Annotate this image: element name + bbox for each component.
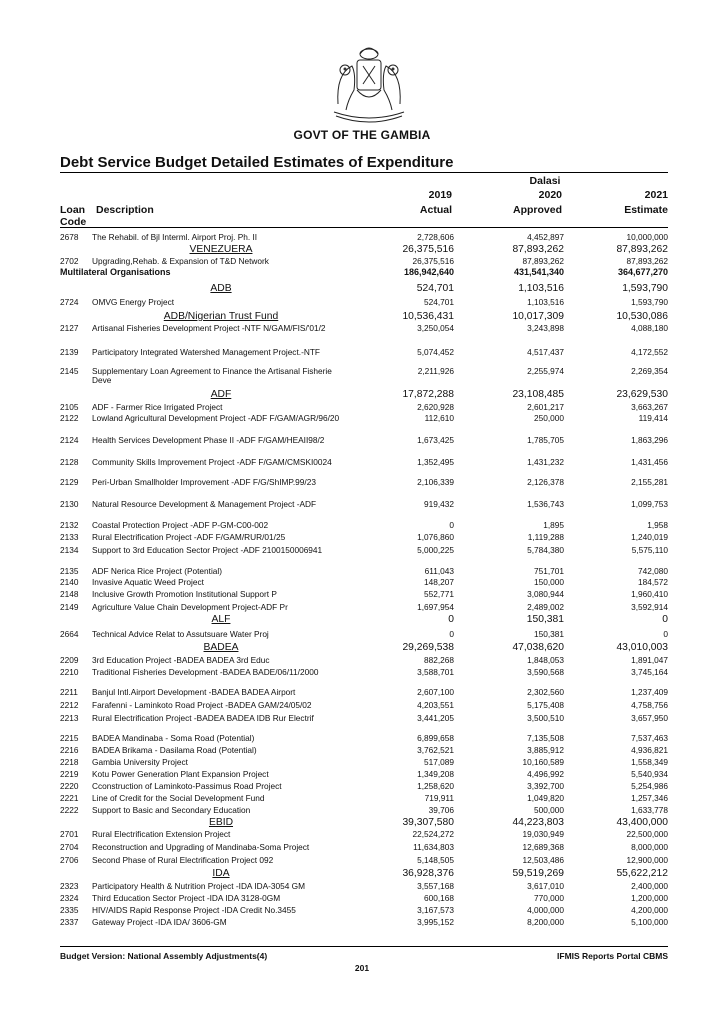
- actual-2019: 5,074,452: [417, 347, 454, 357]
- description: Gateway Project -IDA IDA/ 3606-GM: [92, 917, 227, 927]
- description: Support to Basic and Secondary Education: [92, 805, 251, 815]
- estimate-2021: 1,558,349: [631, 757, 668, 767]
- estimate-2021: 1,240,019: [631, 532, 668, 542]
- approved-2020: 7,135,508: [527, 733, 564, 743]
- estimate-2021: 4,172,552: [631, 347, 668, 357]
- loan-code: 2222: [60, 805, 79, 815]
- approved-2020: 1,431,232: [527, 457, 564, 467]
- actual-2019: 1,349,208: [417, 769, 454, 779]
- description: Multilateral Organisations: [60, 267, 171, 277]
- loan-code: 2148: [60, 589, 79, 599]
- actual-2019: 719,911: [424, 793, 454, 803]
- estimate-2021: 55,622,212: [616, 868, 668, 879]
- loan-code: 2129: [60, 477, 79, 487]
- approved-2020: 150,381: [526, 614, 564, 625]
- description: Reconstruction and Upgrading of Mandinaba-Soma Project: [92, 842, 310, 852]
- approved-2020: 4,496,992: [527, 769, 564, 779]
- estimate-2021: 8,000,000: [631, 842, 668, 852]
- description: EBID: [208, 817, 234, 828]
- actual-2019: 112,610: [424, 413, 454, 423]
- loan-code: 2140: [60, 577, 79, 587]
- loan-code: 2323: [60, 881, 79, 891]
- actual-2019: 3,557,168: [417, 881, 454, 891]
- approved-2020: 150,000: [534, 577, 564, 587]
- estimate-2021: 4,200,000: [631, 905, 668, 915]
- actual-2019: 186,942,640: [403, 267, 454, 277]
- loan-code: 2704: [60, 842, 79, 852]
- estimate-2021: 1,431,456: [631, 457, 668, 467]
- col-approved-label: Approved: [512, 204, 562, 216]
- description: Coastal Protection Project -ADF P-GM-C00-002: [92, 520, 269, 530]
- description: Farafenni - Laminkoto Road Project -BADEA GAM/24/05/02: [92, 700, 312, 710]
- loan-code: 2678: [60, 232, 79, 242]
- actual-2019: 1,352,495: [417, 457, 454, 467]
- estimate-2021: 3,745,164: [631, 667, 668, 677]
- loan-code: 2219: [60, 769, 79, 779]
- description: Supplementary Loan Agreement to Finance the Artisanal Fisherie Deve: [92, 366, 332, 385]
- description: Gambia University Project: [92, 757, 188, 767]
- estimate-2021: 742,080: [638, 566, 668, 576]
- actual-2019: 10,536,431: [402, 311, 454, 322]
- loan-code: 2324: [60, 893, 79, 903]
- description: BADEA Brikama - Dasilama Road (Potential): [92, 745, 257, 755]
- actual-2019: 148,207: [424, 577, 454, 587]
- estimate-2021: 1,257,346: [631, 793, 668, 803]
- actual-2019: 0: [448, 614, 454, 625]
- currency-label: Dalasi: [529, 175, 561, 187]
- description: Third Education Sector Project -IDA IDA 3128-0GM: [92, 893, 281, 903]
- estimate-2021: 3,592,914: [631, 602, 668, 612]
- footer-rule: [60, 946, 668, 947]
- approved-2020: 1,785,705: [527, 435, 564, 445]
- loan-code: 2724: [60, 297, 79, 307]
- estimate-2021: 2,400,000: [631, 881, 668, 891]
- actual-2019: 29,269,538: [402, 642, 454, 653]
- loan-code: 2220: [60, 781, 79, 791]
- loan-code: 2213: [60, 713, 79, 723]
- loan-code: 2209: [60, 655, 79, 665]
- actual-2019: 26,375,516: [412, 256, 454, 266]
- estimate-2021: 87,893,262: [626, 256, 668, 266]
- estimate-2021: 2,155,281: [631, 477, 668, 487]
- loan-code: 2134: [60, 545, 79, 555]
- description: Traditional Fisheries Development -BADEA BADE/06/11/2000: [92, 667, 319, 677]
- government-heading: GOVT OF THE GAMBIA: [293, 128, 431, 142]
- actual-2019: 3,441,205: [417, 713, 454, 723]
- description: Technical Advice Relat to Assutsuare Water Proj: [92, 629, 269, 639]
- estimate-2021: 5,254,986: [631, 781, 668, 791]
- actual-2019: 2,106,339: [417, 477, 454, 487]
- actual-2019: 17,872,288: [402, 389, 454, 400]
- estimate-2021: 4,088,180: [631, 323, 668, 333]
- approved-2020: 8,200,000: [527, 917, 564, 927]
- estimate-2021: 3,663,267: [631, 402, 668, 412]
- description: Line of Credit for the Social Development Fund: [92, 793, 265, 803]
- description: Health Services Development Phase II -ADF F/GAM/HEAII98/2: [92, 435, 325, 445]
- actual-2019: 6,899,658: [417, 733, 454, 743]
- approved-2020: 3,392,700: [527, 781, 564, 791]
- portal-name: IFMIS Reports Portal CBMS: [557, 951, 668, 961]
- actual-2019: 5,148,505: [417, 855, 454, 865]
- approved-2020: 2,489,002: [527, 602, 564, 612]
- estimate-2021: 1,099,753: [631, 499, 668, 509]
- approved-2020: 3,590,568: [527, 667, 564, 677]
- estimate-2021: 184,572: [638, 577, 668, 587]
- gambia-coat-of-arms-icon: [330, 44, 408, 126]
- description: Support to 3rd Education Sector Project -ADF 2100150006941: [92, 545, 323, 555]
- approved-2020: 1,895: [543, 520, 564, 530]
- actual-2019: 39,706: [428, 805, 454, 815]
- loan-code: 2135: [60, 566, 79, 576]
- actual-2019: 1,258,620: [417, 781, 454, 791]
- actual-2019: 1,076,860: [417, 532, 454, 542]
- estimate-2021: 10,000,000: [626, 232, 668, 242]
- estimate-2021: 1,633,778: [631, 805, 668, 815]
- estimate-2021: 43,400,000: [616, 817, 668, 828]
- description: Rural Electrification Project -BADEA BADEA IDB Rur Electrif: [92, 713, 314, 723]
- description: 3rd Education Project -BADEA BADEA 3rd Educ: [92, 655, 270, 665]
- estimate-2021: 119,414: [638, 413, 668, 423]
- estimate-2021: 1,200,000: [631, 893, 668, 903]
- estimate-2021: 1,237,409: [631, 687, 668, 697]
- estimate-2021: 0: [662, 614, 668, 625]
- actual-2019: 3,167,573: [417, 905, 454, 915]
- actual-2019: 1,673,425: [417, 435, 454, 445]
- description: Invasive Aquatic Weed Project: [92, 577, 204, 587]
- estimate-2021: 87,893,262: [616, 244, 668, 255]
- description: Community Skills Improvement Project -ADF F/GAM/CMSKI0024: [92, 457, 332, 467]
- approved-2020: 2,302,560: [527, 687, 564, 697]
- estimate-2021: 43,010,003: [616, 642, 668, 653]
- col-2020-year: 2020: [538, 189, 562, 201]
- description: The Rehabil. of Bjl Interml. Airport Proj. Ph. II: [92, 232, 258, 242]
- estimate-2021: 364,677,270: [617, 267, 668, 277]
- actual-2019: 3,250,054: [417, 323, 454, 333]
- description: Participatory Integrated Watershed Management Project.-NTF: [92, 347, 320, 357]
- description: Inclusive Growth Promotion Institutional Support P: [92, 589, 277, 599]
- description: Cconstruction of Laminkoto-Passimus Road Project: [92, 781, 282, 791]
- actual-2019: 0: [449, 629, 454, 639]
- estimate-2021: 5,100,000: [631, 917, 668, 927]
- actual-2019: 524,701: [424, 297, 454, 307]
- description: HIV/AIDS Rapid Response Project -IDA Credit No.3455: [92, 905, 296, 915]
- loan-code: 2701: [60, 829, 79, 839]
- approved-2020: 19,030,949: [522, 829, 564, 839]
- approved-2020: 10,160,589: [522, 757, 564, 767]
- description: IDA: [212, 868, 230, 879]
- estimate-2021: 1,891,047: [631, 655, 668, 665]
- estimate-2021: 1,958: [647, 520, 668, 530]
- loan-code: 2706: [60, 855, 79, 865]
- actual-2019: 524,701: [416, 283, 454, 294]
- approved-2020: 1,848,053: [527, 655, 564, 665]
- loan-code: 2130: [60, 499, 79, 509]
- estimate-2021: 5,575,110: [631, 545, 668, 555]
- approved-2020: 2,255,974: [527, 366, 564, 376]
- actual-2019: 882,268: [424, 655, 454, 665]
- loan-code: 2212: [60, 700, 79, 710]
- description: ADF - Farmer Rice Irrigated Project: [92, 402, 223, 412]
- estimate-2021: 1,593,790: [622, 283, 668, 294]
- actual-2019: 2,607,100: [417, 687, 454, 697]
- loan-code: 2133: [60, 532, 79, 542]
- approved-2020: 1,049,820: [527, 793, 564, 803]
- approved-2020: 1,119,288: [527, 532, 564, 542]
- title-rule: [60, 172, 668, 173]
- actual-2019: 1,697,954: [417, 602, 454, 612]
- approved-2020: 250,000: [534, 413, 564, 423]
- actual-2019: 3,762,521: [417, 745, 454, 755]
- approved-2020: 1,103,516: [518, 283, 564, 294]
- loan-code: 2221: [60, 793, 79, 803]
- approved-2020: 3,500,510: [527, 713, 564, 723]
- approved-2020: 2,601,217: [527, 402, 564, 412]
- description: BADEA Mandinaba - Soma Road (Potential): [92, 733, 255, 743]
- estimate-2021: 3,657,950: [631, 713, 668, 723]
- approved-2020: 3,617,010: [527, 881, 564, 891]
- approved-2020: 44,223,803: [512, 817, 564, 828]
- col-loan-label: Loan: [60, 204, 86, 216]
- actual-2019: 919,432: [424, 499, 454, 509]
- loan-code: 2215: [60, 733, 79, 743]
- description: Kotu Power Generation Plant Expansion Project: [92, 769, 269, 779]
- approved-2020: 500,000: [534, 805, 564, 815]
- estimate-2021: 1,863,296: [631, 435, 668, 445]
- approved-2020: 4,517,437: [527, 347, 564, 357]
- col-estimate-label: Estimate: [624, 204, 668, 216]
- page-title: Debt Service Budget Detailed Estimates of Expenditure: [60, 154, 454, 171]
- loan-code: 2127: [60, 323, 79, 333]
- description: OMVG Energy Project: [92, 297, 175, 307]
- loan-code: 2145: [60, 366, 79, 376]
- col-description-label: Description: [96, 204, 154, 216]
- loan-code: 2702: [60, 256, 79, 266]
- approved-2020: 87,893,262: [512, 244, 564, 255]
- loan-code: 2210: [60, 667, 79, 677]
- approved-2020: 47,038,620: [512, 642, 564, 653]
- approved-2020: 751,701: [534, 566, 564, 576]
- actual-2019: 3,588,701: [417, 667, 454, 677]
- actual-2019: 11,634,803: [413, 842, 454, 852]
- approved-2020: 3,243,898: [527, 323, 564, 333]
- description: Peri-Urban Smallholder Improvement -ADF F/G/ShIMP.99/23: [92, 477, 316, 487]
- estimate-2021: 7,537,463: [631, 733, 668, 743]
- approved-2020: 3,080,944: [527, 589, 564, 599]
- estimate-2021: 0: [663, 629, 668, 639]
- loan-code: 2216: [60, 745, 79, 755]
- estimate-2021: 1,960,410: [631, 589, 668, 599]
- description: Banjul Intl.Airport Development -BADEA BADEA Airport: [92, 687, 296, 697]
- approved-2020: 2,126,378: [527, 477, 564, 487]
- actual-2019: 600,168: [424, 893, 454, 903]
- actual-2019: 3,995,152: [417, 917, 454, 927]
- approved-2020: 3,885,912: [527, 745, 564, 755]
- description: Artisanal Fisheries Development Project -NTF N/GAM/FIS/'01/2: [92, 323, 326, 333]
- description: ADF Nerica Rice Project (Potential): [92, 566, 223, 576]
- approved-2020: 23,108,485: [512, 389, 564, 400]
- description: ADB: [210, 283, 232, 294]
- page-number: 201: [354, 963, 370, 973]
- approved-2020: 12,689,368: [522, 842, 564, 852]
- approved-2020: 4,000,000: [527, 905, 564, 915]
- actual-2019: 5,000,225: [417, 545, 454, 555]
- header-rule: [60, 227, 668, 228]
- actual-2019: 611,043: [424, 566, 454, 576]
- approved-2020: 431,541,340: [513, 267, 564, 277]
- actual-2019: 552,771: [424, 589, 454, 599]
- approved-2020: 4,452,897: [527, 232, 564, 242]
- actual-2019: 2,620,928: [417, 402, 454, 412]
- loan-code: 2149: [60, 602, 79, 612]
- approved-2020: 1,536,743: [527, 499, 564, 509]
- description: Agriculture Value Chain Development Project-ADF Pr: [92, 602, 288, 612]
- estimate-2021: 10,530,086: [616, 311, 668, 322]
- estimate-2021: 4,936,821: [631, 745, 668, 755]
- actual-2019: 26,375,516: [402, 244, 454, 255]
- description: BADEA: [203, 642, 239, 653]
- loan-code: 2139: [60, 347, 79, 357]
- actual-2019: 39,307,580: [402, 817, 454, 828]
- estimate-2021: 12,900,000: [626, 855, 668, 865]
- description: ADF: [210, 389, 232, 400]
- actual-2019: 517,089: [424, 757, 454, 767]
- actual-2019: 2,211,926: [417, 366, 454, 376]
- approved-2020: 770,000: [534, 893, 564, 903]
- estimate-2021: 23,629,530: [616, 389, 668, 400]
- loan-code: 2132: [60, 520, 79, 530]
- actual-2019: 4,203,551: [417, 700, 454, 710]
- loan-code: 2211: [60, 687, 78, 697]
- description: VENEZUERA: [189, 244, 253, 255]
- actual-2019: 36,928,376: [402, 868, 454, 879]
- actual-2019: 22,524,272: [412, 829, 454, 839]
- loan-code: 2122: [60, 413, 79, 423]
- approved-2020: 5,784,380: [527, 545, 564, 555]
- estimate-2021: 2,269,354: [631, 366, 668, 376]
- estimate-2021: 4,758,756: [631, 700, 668, 710]
- estimate-2021: 1,593,790: [631, 297, 668, 307]
- loan-code: 2105: [60, 402, 79, 412]
- description: Lowland Agricultural Development Project -ADF F/GAM/AGR/96/20: [92, 413, 340, 423]
- budget-version: Budget Version: National Assembly Adjustments(4): [60, 951, 268, 961]
- loan-code: 2128: [60, 457, 79, 467]
- description: Natural Resource Development & Management Project -ADF: [92, 499, 317, 509]
- col-2019-year: 2019: [428, 189, 452, 201]
- description: Upgrading,Rehab. & Expansion of T&D Network: [92, 256, 269, 266]
- loan-code: 2335: [60, 905, 79, 915]
- estimate-2021: 22,500,000: [626, 829, 668, 839]
- loan-code: 2124: [60, 435, 79, 445]
- loan-code: 2218: [60, 757, 79, 767]
- approved-2020: 1,103,516: [527, 297, 564, 307]
- approved-2020: 5,175,408: [527, 700, 564, 710]
- loan-code: 2664: [60, 629, 79, 639]
- description: ALF: [211, 614, 231, 625]
- description: Participatory Health & Nutrition Project -IDA IDA-3054 GM: [92, 881, 306, 891]
- actual-2019: 0: [449, 520, 454, 530]
- loan-code: 2337: [60, 917, 79, 927]
- estimate-2021: 5,540,934: [631, 769, 668, 779]
- col-2021-year: 2021: [644, 189, 668, 201]
- description: Rural Electrification Extension Project: [92, 829, 231, 839]
- description: Rural Electrification Project -ADF F/GAM/RUR/01/25: [92, 532, 286, 542]
- actual-2019: 2,728,606: [417, 232, 454, 242]
- approved-2020: 150,381: [534, 629, 564, 639]
- approved-2020: 59,519,269: [512, 868, 564, 879]
- description: Second Phase of Rural Electrification Project 092: [92, 855, 274, 865]
- col-code-label: Code: [60, 216, 87, 228]
- approved-2020: 10,017,309: [512, 311, 564, 322]
- approved-2020: 12,503,486: [522, 855, 564, 865]
- description: ADB/Nigerian Trust Fund: [163, 311, 279, 322]
- approved-2020: 87,893,262: [522, 256, 564, 266]
- col-actual-label: Actual: [419, 204, 452, 216]
